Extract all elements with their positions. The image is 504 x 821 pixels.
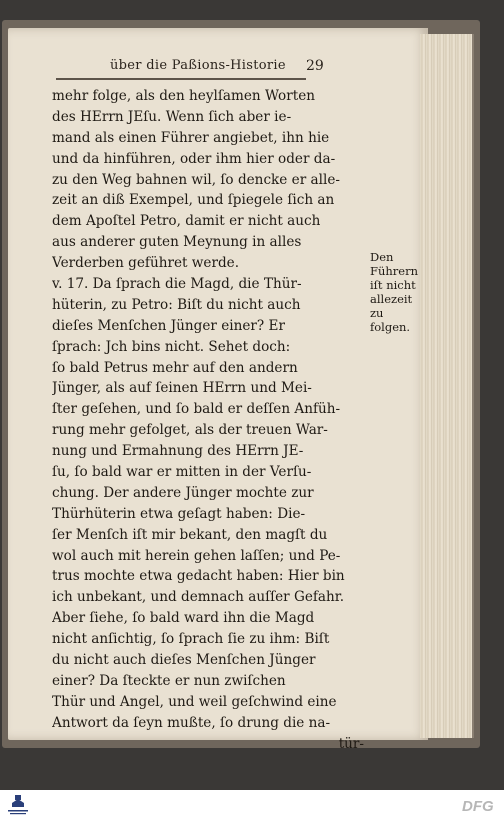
text-line: zeit an diß Exempel, und ſpiegele ſich an bbox=[52, 192, 335, 209]
text-line: Verderben geführet werde. bbox=[52, 255, 240, 272]
page-number: 29 bbox=[306, 58, 324, 74]
text-line: Jünger, als auf ſeinen HErrn und Mei- bbox=[52, 380, 312, 397]
text-line: ſter geſehen, und ſo bald er deſſen Anfüh- bbox=[52, 401, 341, 418]
text-line: v. 17. Da ſprach die Magd, die Thür- bbox=[52, 276, 302, 293]
margin-note-line: iſt nicht allezeit bbox=[370, 278, 416, 306]
franckesche-stiftungen-logo bbox=[4, 793, 32, 817]
text-line: Antwort da ſeyn mußte, ſo drung die na- bbox=[52, 714, 331, 731]
text-line: Thür und Angel, und weil geſchwind eine bbox=[52, 693, 337, 710]
text-line: aus anderer guten Meynung in alles bbox=[52, 234, 302, 251]
text-line: wol auch mit herein gehen laſſen; und Pe- bbox=[52, 547, 341, 564]
text-line: rung mehr gefolget, als der treuen War- bbox=[52, 422, 328, 439]
text-line: dem Apoſtel Petro, damit er nicht auch bbox=[52, 213, 321, 230]
running-head: über die Paßions-Historie bbox=[110, 58, 286, 73]
text-line: ſu, ſo bald war er mitten in der Verſu- bbox=[52, 464, 312, 481]
page-edges bbox=[420, 34, 474, 738]
text-line: mand als einen Führer angiebet, ihn hie bbox=[52, 129, 330, 146]
text-line: zu den Weg bahnen wil, ſo dencke er alle- bbox=[52, 171, 340, 188]
text-line: und da hinführen, oder ihm hier oder da- bbox=[52, 150, 336, 167]
text-line: nung und Ermahnung des HErrn JE- bbox=[52, 443, 304, 460]
text-line: chung. Der andere Jünger mochte zur bbox=[52, 484, 314, 501]
text-line: ich unbekant, und demnach auſſer Gefahr. bbox=[52, 589, 345, 606]
text-line: mehr folge, als den heylſamen Worten bbox=[52, 88, 316, 104]
text-line: nicht anſichtig, ſo ſprach ſie zu ihm: Biſt bbox=[52, 631, 330, 648]
text-line: ſer Menſch iſt mir bekant, den magſt du bbox=[52, 526, 328, 543]
text-line: ſprach: Jch bins nicht. Sehet doch: bbox=[52, 338, 291, 355]
text-line: einer? Da ſteckte er nun zwiſchen bbox=[52, 672, 286, 689]
catchword: tür- bbox=[338, 735, 364, 752]
text-line: Thürhüterin etwa geſagt haben: Die- bbox=[52, 505, 306, 522]
margin-note bbox=[370, 250, 424, 334]
footer-bar bbox=[0, 790, 504, 821]
header-rule bbox=[56, 78, 306, 80]
margin-note-line: zu folgen. bbox=[370, 306, 411, 334]
body-text bbox=[52, 86, 364, 755]
dfg-logo: DFG bbox=[462, 798, 494, 815]
text-line: Aber ſiehe, ſo bald ward ihn die Magd bbox=[52, 610, 315, 627]
text-line: hüterin, zu Petro: Biſt du nicht auch bbox=[52, 296, 301, 313]
text-line: du nicht auch dieſes Menſchen Jünger bbox=[52, 652, 316, 669]
text-line: dieſes Menſchen Jünger einer? Er bbox=[52, 317, 285, 334]
text-line: des HErrn JEſu. Wenn ſich aber ie- bbox=[52, 108, 292, 125]
margin-note-line: Den Führern bbox=[370, 250, 418, 278]
text-line: trus mochte etwa gedacht haben: Hier bin bbox=[52, 568, 345, 585]
text-line: ſo bald Petrus mehr auf den andern bbox=[52, 359, 298, 376]
